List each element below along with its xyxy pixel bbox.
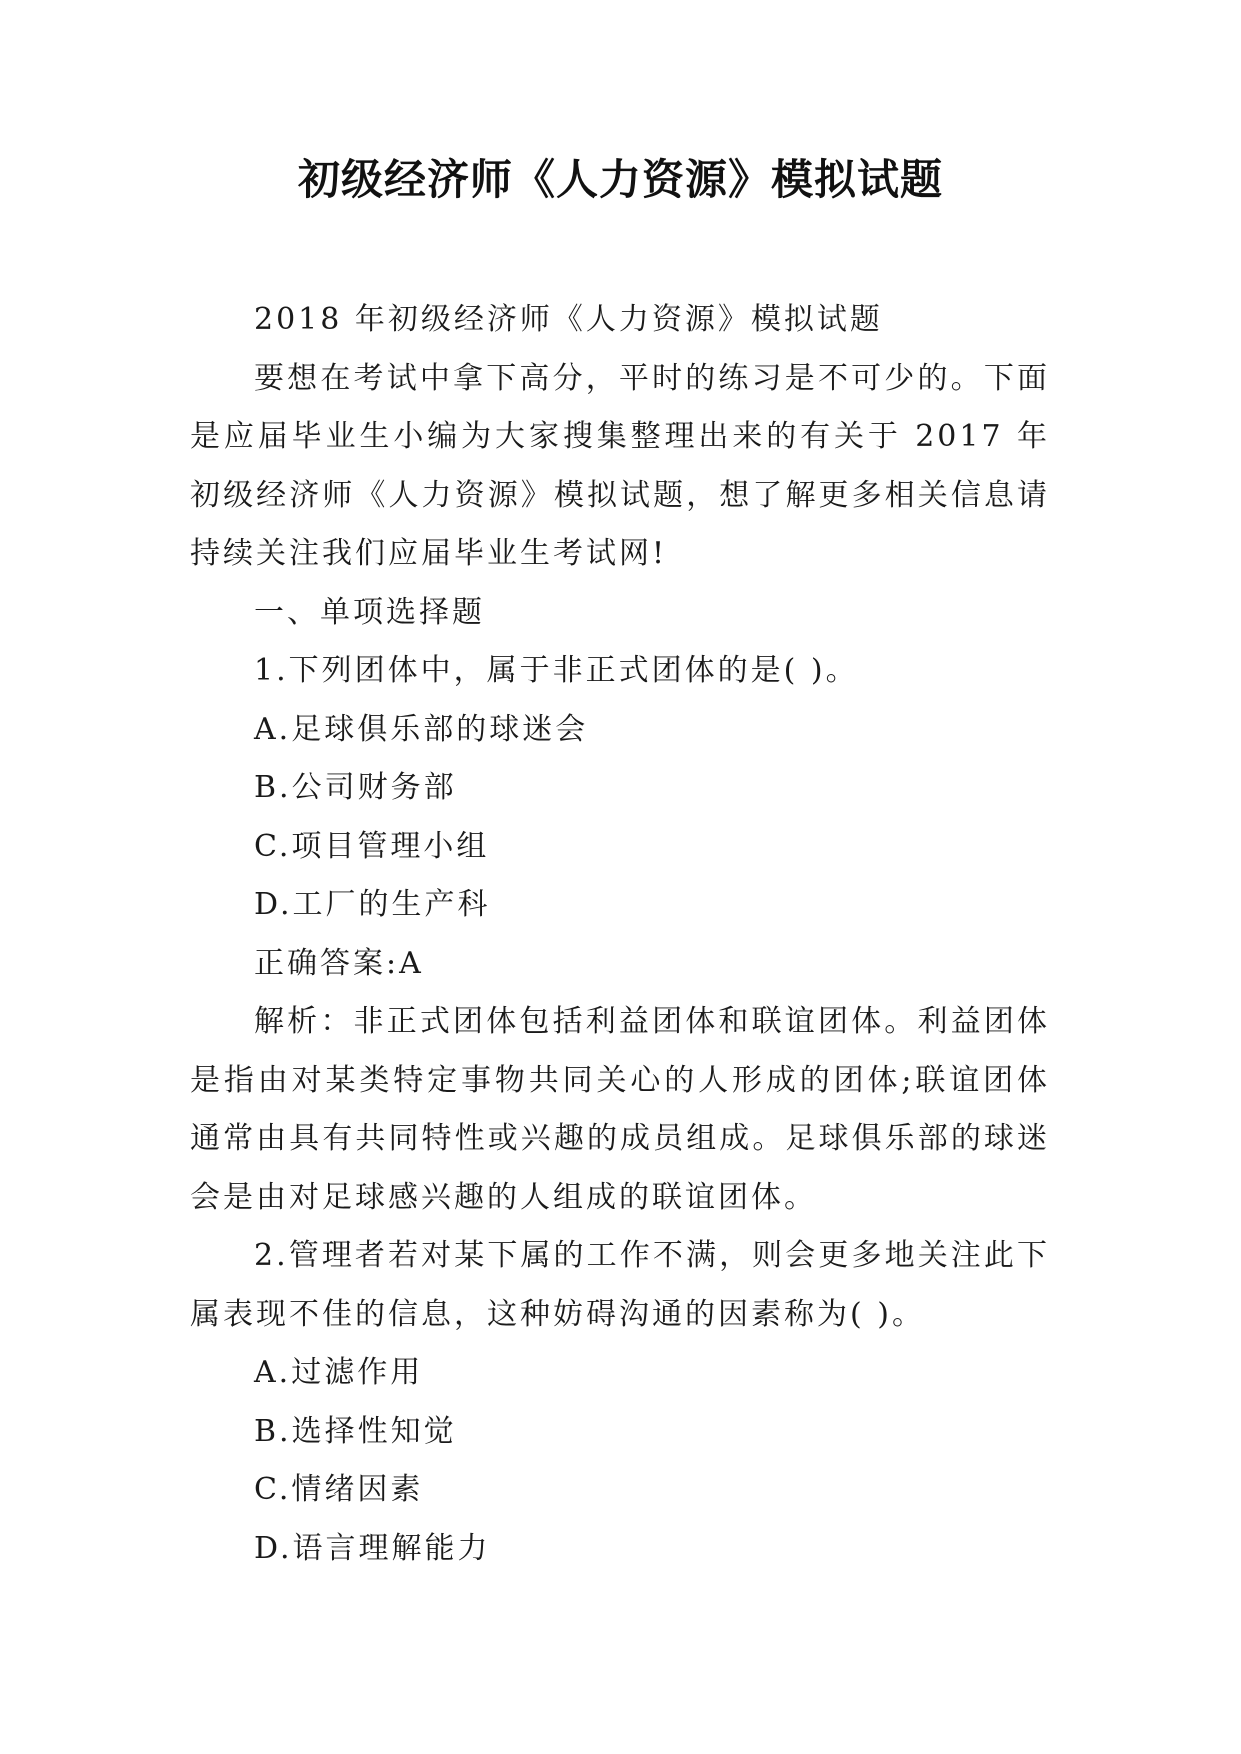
question-2-option-d: D.语言理解能力 [254,1530,491,1566]
section-heading: 一、单项选择题 [254,594,485,630]
question-2: 2.管理者若对某下属的工作不满，则会更多地关注此下属表现不佳的信息，这种妨碍沟通的因素称为( )。 [190,1238,1050,1332]
question-1-answer: 正确答案:A [254,945,424,981]
document-body [190,291,1050,1578]
intro-paragraph: 要想在考试中拿下高分，平时的练习是不可少的。下面是应届毕业生小编为大家搜集整理出来的有关于 2017 年初级经济师《人力资源》模拟试题，想了解更多相关信息请持续关注我们应届毕业生考试网! [190,360,1050,571]
question-1: 1.下列团体中，属于非正式团体的是( )。 [254,653,859,688]
question-1-option-a: A.足球俱乐部的球迷会 [254,711,589,747]
question-2-option-a: A.过滤作用 [254,1355,424,1390]
question-2-option-b: B.选择性知觉 [254,1413,457,1449]
document-title: 初级经济师《人力资源》模拟试题 [297,155,943,204]
question-1-option-d: D.工厂的生产科 [254,887,491,922]
question-1-option-c: C.项目管理小组 [254,828,490,864]
question-1-explanation: 解析：非正式团体包括利益团体和联谊团体。利益团体是指由对某类特定事物共同关心的人形成的团体;联谊团体通常由具有共同特性或兴趣的成员组成。足球俱乐部的球迷会是由对足球感兴趣的人组成的联谊团体。 [190,1004,1050,1215]
subtitle-paragraph: 2018 年初级经济师《人力资源》模拟试题 [254,302,883,337]
question-1-option-b: B.公司财务部 [254,770,457,805]
question-2-option-c: C.情绪因素 [254,1472,424,1507]
